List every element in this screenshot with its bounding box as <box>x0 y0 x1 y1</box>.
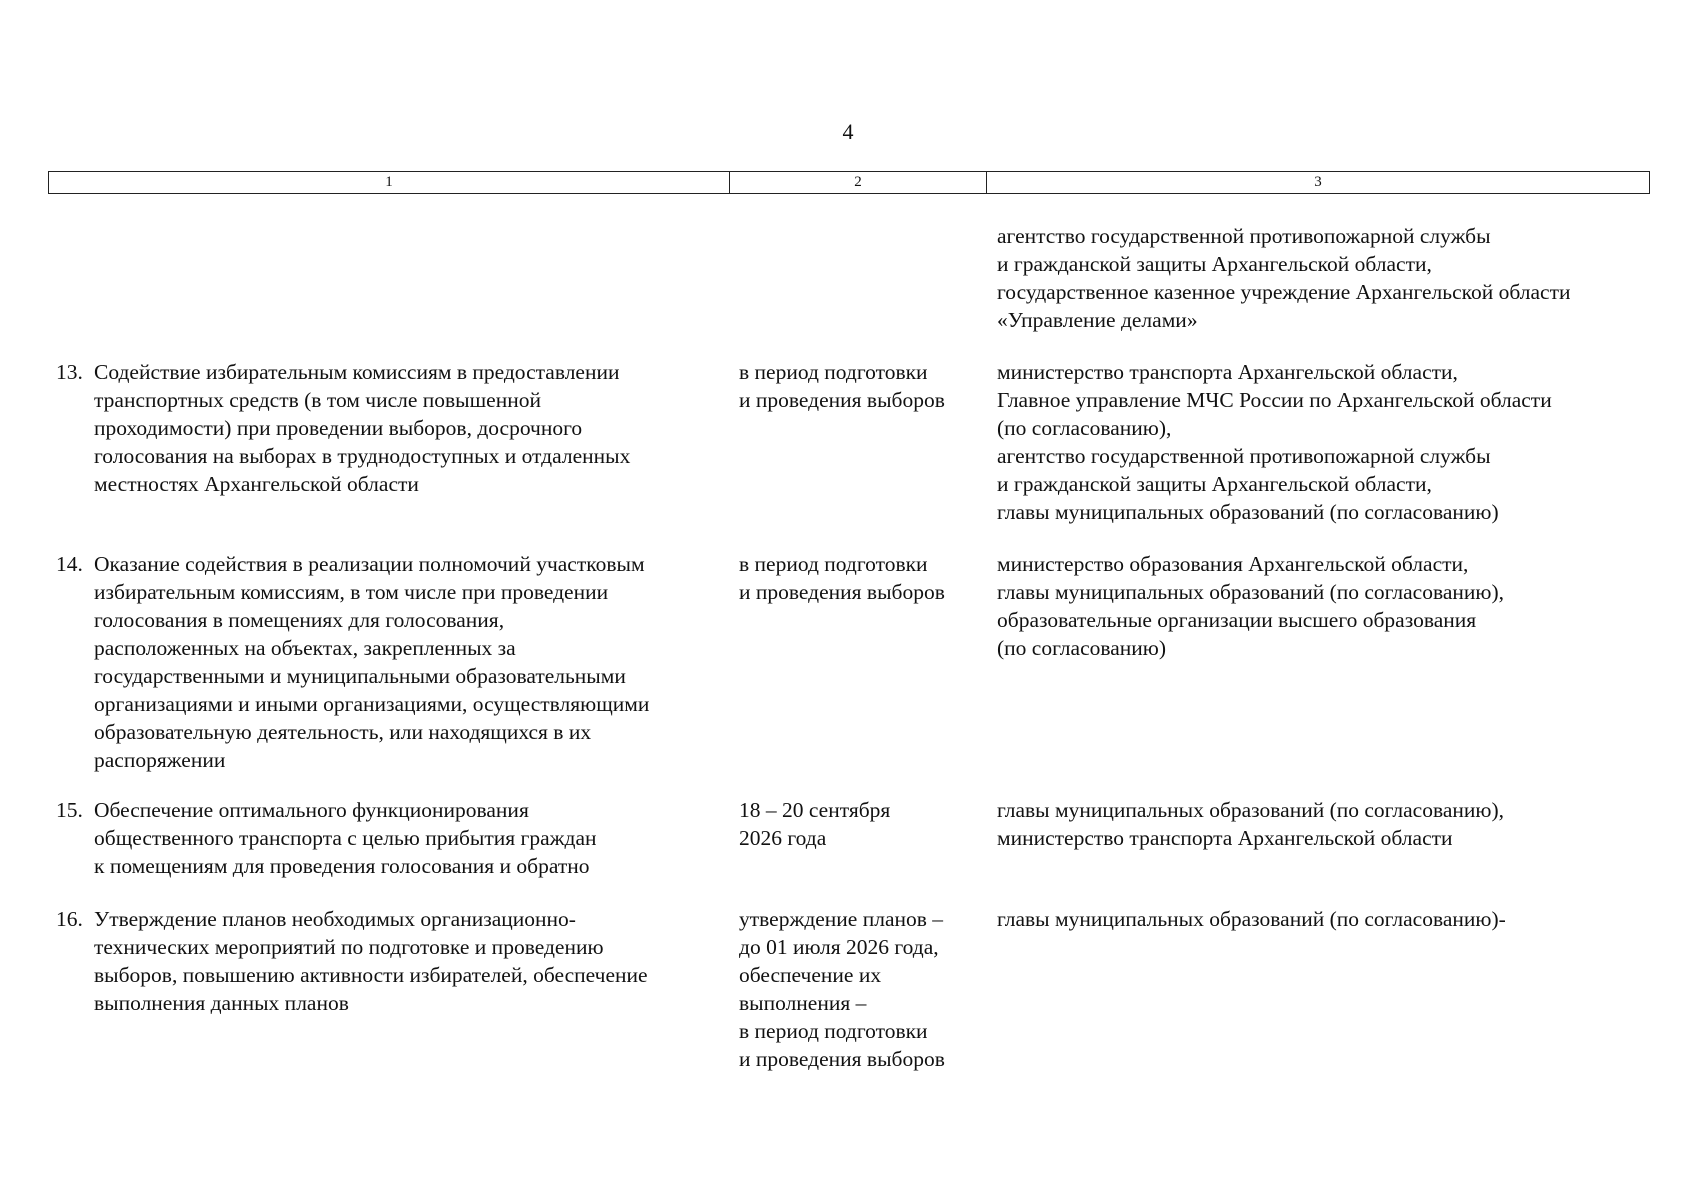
row-number: 15. <box>56 798 83 822</box>
row-period: 18 – 20 сентября 2026 года <box>739 798 891 850</box>
row-responsible: главы муниципальных образований (по согласованию)- <box>997 907 1506 931</box>
column-header-1: 1 <box>49 172 730 193</box>
row-responsible: министерство транспорта Архангельской области, Главное управление МЧС России по Архангельской области (по согласованию), агентство государственной противопожарной службы и гражданской защиты Архангельской области, главы муниципальных образований (по согласованию) <box>997 360 1552 524</box>
continuation-responsible: агентство государственной противопожарной службы и гражданской защиты Архангельской области, государственное казенное учреждение Архангельской области «Управление делами» <box>997 224 1571 332</box>
column-header-2: 2 <box>730 172 987 193</box>
row-responsible: главы муниципальных образований (по согласованию), министерство транспорта Архангельской области <box>997 798 1504 850</box>
row-number: 16. <box>56 907 83 931</box>
row-period: в период подготовки и проведения выборов <box>739 552 945 604</box>
row-period: утверждение планов – до 01 июля 2026 года, обеспечение их выполнения – в период подготовки и проведения выборов <box>739 907 945 1071</box>
column-number-header <box>48 171 1650 194</box>
row-description: Обеспечение оптимального функционирования общественного транспорта с целью прибытия граждан к помещениям для проведения голосования и обратно <box>94 798 597 878</box>
row-description: Содействие избирательным комиссиям в предоставлении транспортных средств (в том числе повышенной проходимости) при проведении выборов, досрочного голосования на выборах в труднодоступных и отдаленных местностях Архангельской области <box>94 360 631 496</box>
row-description: Оказание содействия в реализации полномочий участковым избирательным комиссиям, в том числе при проведении голосования в помещениях для голосования, расположенных на объектах, закрепленных за государственными и муниципальными образовательными организациями и иными организациями, осуществляющими образовательную деятельность, или находящихся в их распоряжении <box>94 552 650 772</box>
row-number: 14. <box>56 552 83 576</box>
row-responsible: министерство образования Архангельской области, главы муниципальных образований (по согласованию), образовательные организации высшего образования (по согласованию) <box>997 552 1504 660</box>
row-period: в период подготовки и проведения выборов <box>739 360 945 412</box>
page-number: 4 <box>842 119 854 144</box>
column-header-3: 3 <box>1314 174 1322 190</box>
row-number: 13. <box>56 360 83 384</box>
row-description: Утверждение планов необходимых организационно- технических мероприятий по подготовке и проведению выборов, повышению активности избирателей, обеспечение выполнения данных планов <box>94 907 648 1015</box>
